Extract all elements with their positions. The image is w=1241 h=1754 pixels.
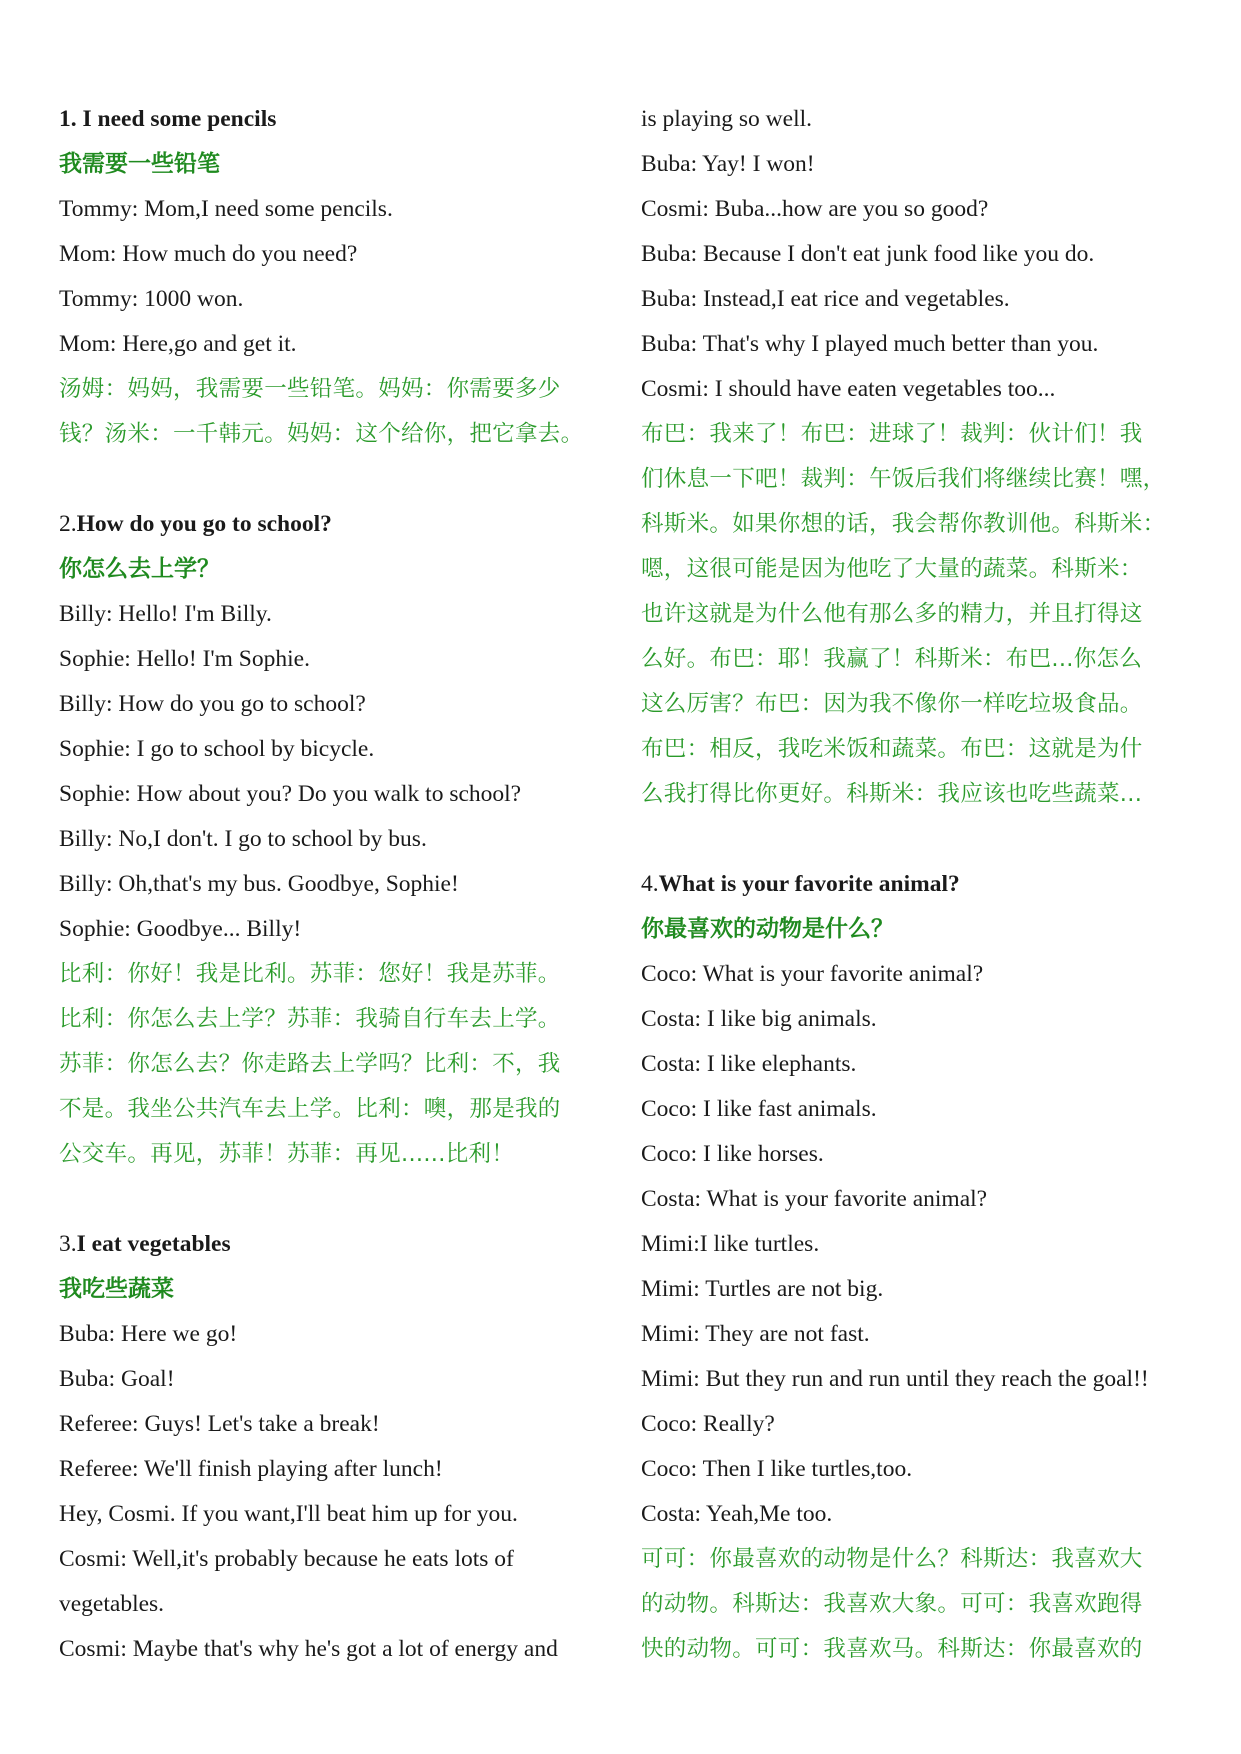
chinese-translation-line: 们休息一下吧！裁判：午饭后我们将继续比赛！嘿， [641, 466, 1166, 492]
dialogue-line: Costa: I like elephants. [641, 1051, 857, 1077]
left-column [59, 97, 609, 1672]
chinese-translation-line: 嗯，这很可能是因为他吃了大量的蔬菜。科斯米： [641, 556, 1143, 582]
section-title-text: What is your favorite animal? [658, 871, 960, 897]
dialogue-line: Cosmi: Well,it's probably because he eats lots of [59, 1546, 514, 1572]
section-number: 2. [59, 511, 77, 537]
dialogue-line: Billy: How do you go to school? [59, 691, 366, 717]
dialogue-line: Mom: How much do you need? [59, 241, 358, 267]
dialogue-line: Costa: I like big animals. [641, 1006, 877, 1032]
chinese-translation-line: 钱？汤米：一千韩元。妈妈：这个给你，把它拿去。 [59, 421, 584, 447]
chinese-translation-line: 这么厉害？布巴：因为我不像你一样吃垃圾食品。 [641, 691, 1143, 717]
dialogue-line: Buba: Instead,I eat rice and vegetables. [641, 286, 1010, 312]
dialogue-line: Sophie: Goodbye... Billy! [59, 916, 302, 942]
section-number: 3. [59, 1231, 77, 1257]
dialogue-line: Coco: What is your favorite animal? [641, 961, 984, 987]
chinese-translation-line: 也许这就是为什么他有那么多的精力，并且打得这 [641, 601, 1143, 627]
dialogue-line: is playing so well. [641, 106, 813, 132]
dialogue-line: Referee: Guys! Let's take a break! [59, 1411, 380, 1437]
dialogue-line: Coco: Then I like turtles,too. [641, 1456, 913, 1482]
dialogue-line: Costa: What is your favorite animal? [641, 1186, 988, 1212]
dialogue-line: Costa: Yeah,Me too. [641, 1501, 833, 1527]
chinese-translation-line: 可可：你最喜欢的动物是什么？科斯达：我喜欢大 [641, 1546, 1143, 1572]
right-column [641, 97, 1201, 1672]
dialogue-line: Buba: That's why I played much better than you. [641, 331, 1099, 357]
chinese-translation-line: 汤姆：妈妈，我需要一些铅笔。妈妈：你需要多少 [59, 376, 561, 402]
chinese-translation-line: 公交车。再见，苏菲！苏菲：再见......比利！ [59, 1141, 515, 1167]
dialogue-line: Cosmi: Buba...how are you so good? [641, 196, 989, 222]
dialogue-line: Mimi: Turtles are not big. [641, 1276, 884, 1302]
dialogue-line: Coco: Really? [641, 1411, 775, 1437]
section-number: 1. [59, 106, 77, 132]
dialogue-line: Referee: We'll finish playing after lunch! [59, 1456, 443, 1482]
dialogue-line: Buba: Yay! I won! [641, 151, 815, 177]
chinese-translation-line: 不是。我坐公共汽车去上学。比利：噢，那是我的 [59, 1096, 561, 1122]
dialogue-line: vegetables. [59, 1591, 165, 1617]
section-title [641, 862, 1201, 907]
section-title-text: How do you go to school? [76, 511, 332, 537]
dialogue-line: Hey, Cosmi. If you want,I'll beat him up for you. [59, 1501, 518, 1527]
chinese-translation-line: 比利：你好！我是比利。苏菲：您好！我是苏菲。 [59, 961, 561, 987]
dialogue-line: Mimi:I like turtles. [641, 1231, 820, 1257]
chinese-translation-line: 比利：你怎么去上学？苏菲：我骑自行车去上学。 [59, 1006, 561, 1032]
chinese-translation-line: 么好。布巴：耶！我赢了！科斯米：布巴...你怎么 [641, 646, 1143, 672]
dialogue-line: Buba: Goal! [59, 1366, 175, 1392]
chinese-translation-line: 苏菲：你怎么去？你走路去上学吗？比利：不，我 [59, 1051, 561, 1077]
chinese-section-title: 我需要一些铅笔 [59, 151, 220, 177]
dialogue-line: Cosmi: I should have eaten vegetables too... [641, 376, 1056, 402]
chinese-section-title: 你最喜欢的动物是什么？ [641, 916, 894, 942]
section-title [59, 97, 609, 142]
dialogue-line: Sophie: I go to school by bicycle. [59, 736, 375, 762]
dialogue-line: Buba: Because I don't eat junk food like you do. [641, 241, 1095, 267]
chinese-section-title: 我吃些蔬菜 [59, 1276, 174, 1302]
section-gap [59, 1177, 609, 1222]
dialogue-line: Coco: I like fast animals. [641, 1096, 877, 1122]
dialogue-line: Billy: No,I don't. I go to school by bus. [59, 826, 427, 852]
section-number: 4. [641, 871, 659, 897]
dialogue-line: Billy: Hello! I'm Billy. [59, 601, 272, 627]
section-title [59, 502, 609, 547]
chinese-translation-line: 布巴：我来了！布巴：进球了！裁判：伙计们！我 [641, 421, 1143, 447]
dialogue-line: Coco: I like horses. [641, 1141, 824, 1167]
section-title [59, 1222, 609, 1267]
chinese-translation-line: 科斯米。如果你想的话，我会帮你教训他。科斯米： [641, 511, 1166, 537]
dialogue-line: Sophie: Hello! I'm Sophie. [59, 646, 310, 672]
dialogue-line: Mimi: They are not fast. [641, 1321, 870, 1347]
dialogue-line: Mimi: But they run and run until they reach the goal!! [641, 1366, 1149, 1392]
section-gap [59, 457, 609, 502]
section-title-text: I eat vegetables [76, 1231, 231, 1257]
dialogue-line: Billy: Oh,that's my bus. Goodbye, Sophie! [59, 871, 459, 897]
dialogue-line: Mom: Here,go and get it. [59, 331, 297, 357]
dialogue-line: Cosmi: Maybe that's why he's got a lot of energy and [59, 1636, 558, 1662]
section-title-text: I need some pencils [76, 106, 277, 132]
chinese-translation-line: 的动物。科斯达：我喜欢大象。可可：我喜欢跑得 [641, 1591, 1143, 1617]
chinese-section-title: 你怎么去上学？ [59, 556, 220, 582]
dialogue-line: Tommy: Mom,I need some pencils. [59, 196, 393, 222]
dialogue-line: Tommy: 1000 won. [59, 286, 244, 312]
chinese-translation-line: 么我打得比你更好。科斯米：我应该也吃些蔬菜... [641, 781, 1143, 807]
chinese-translation-line: 快的动物。可可：我喜欢马。科斯达：你最喜欢的 [641, 1636, 1143, 1662]
chinese-translation-line: 布巴：相反，我吃米饭和蔬菜。布巴：这就是为什 [641, 736, 1143, 762]
dialogue-line: Buba: Here we go! [59, 1321, 238, 1347]
dialogue-line: Sophie: How about you? Do you walk to school? [59, 781, 522, 807]
section-gap [641, 817, 1201, 862]
